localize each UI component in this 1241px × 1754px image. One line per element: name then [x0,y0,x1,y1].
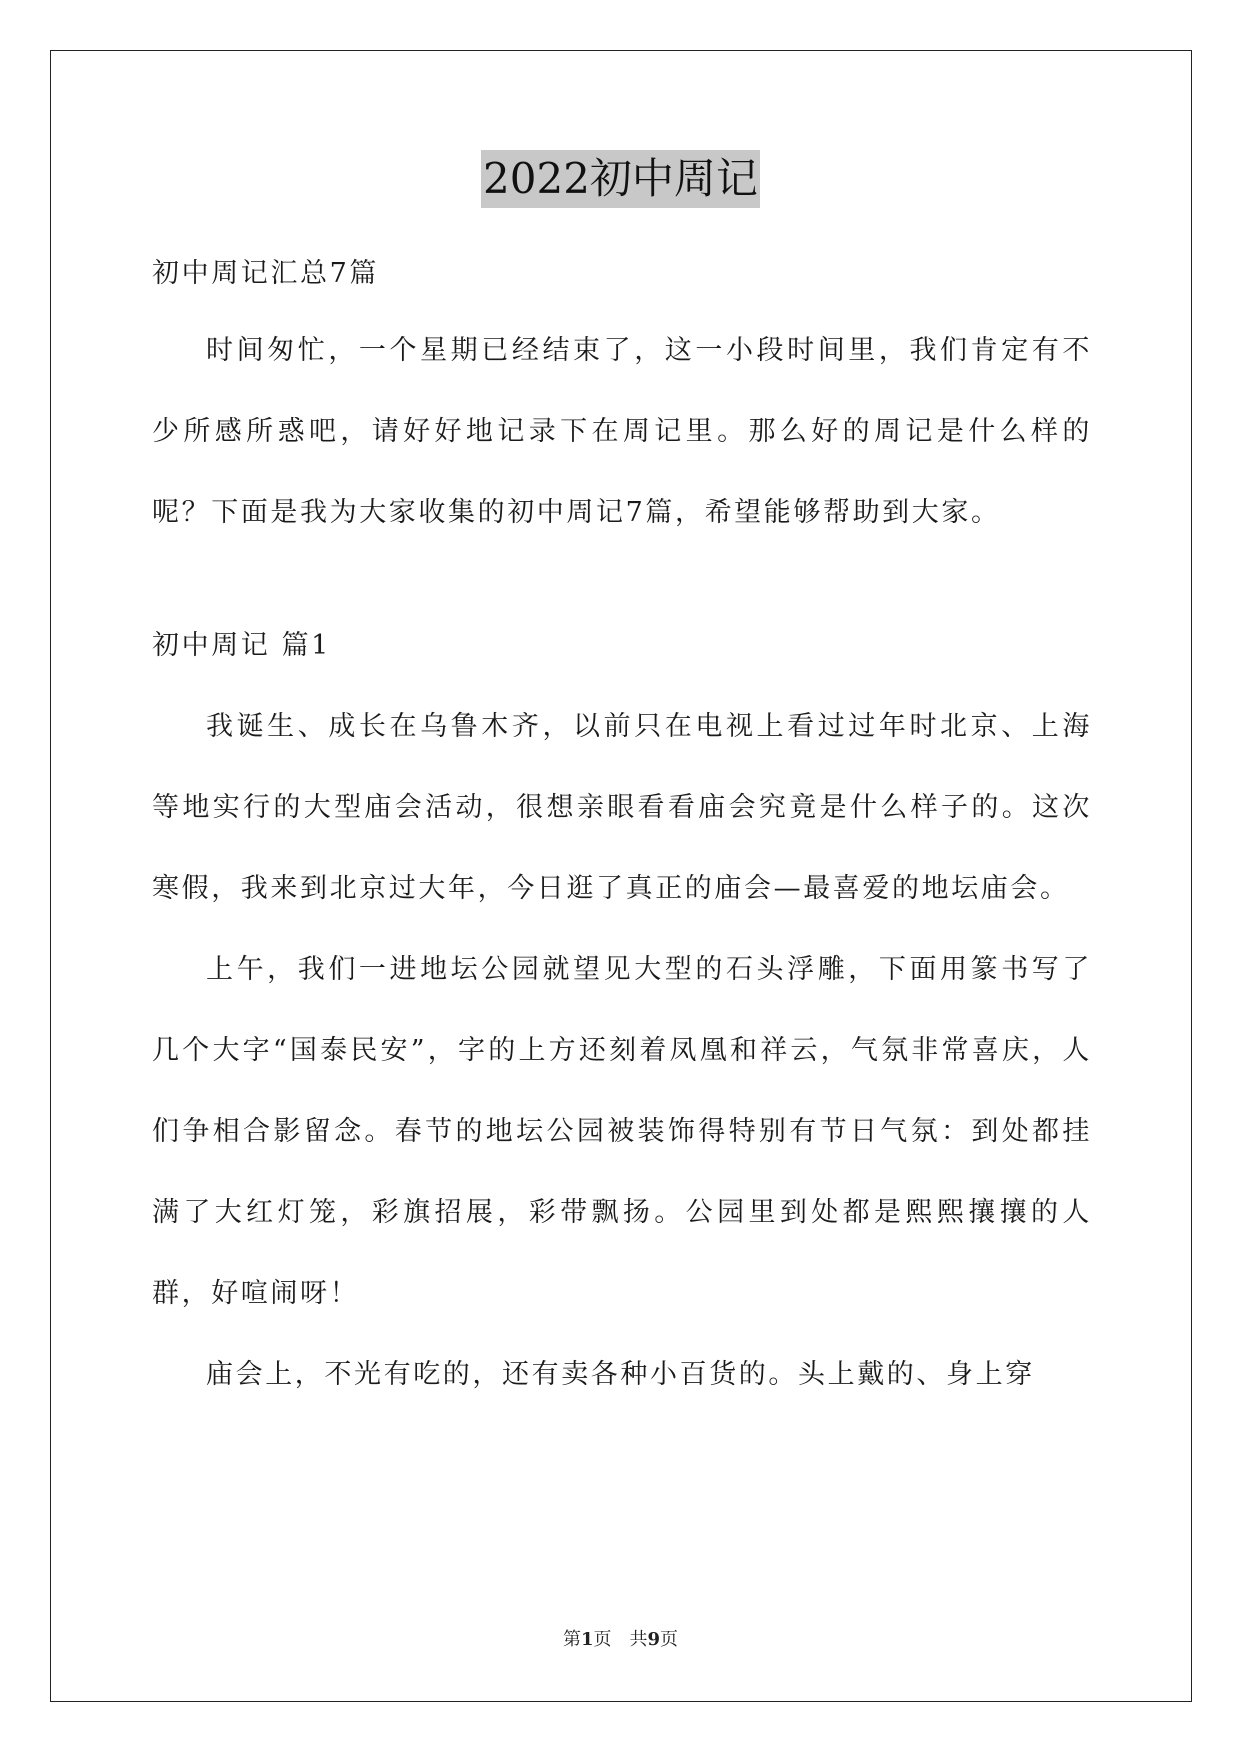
page-footer [0,1625,1241,1651]
paragraph-2: 上午，我们一进地坛公园就望见大型的石头浮雕，下面用篆书写了几个大字“国泰民安”，字的上方还刻着凤凰和祥云，气氛非常喜庆，人们争相合影留念。春节的地坛公园被装饰得特别有节日气氛：到处都挂满了大红灯笼，彩旗招展，彩带飘扬。公园里到处都是熙熙攘攘的人群，好喧闹呀！ [152,954,1092,1309]
footer-middle: 页 共 [593,1629,648,1650]
footer-page-number: 1 [580,1629,594,1650]
paragraph-1: 我诞生、成长在乌鲁木齐，以前只在电视上看过过年时北京、上海等地实行的大型庙会活动，很想亲眼看看庙会究竟是什么样子的。这次寒假，我来到北京过大年，今日逛了真正的庙会—最喜爱的地坛庙会。 [152,711,1092,904]
footer-total-pages: 9 [647,1629,661,1650]
paragraph-3: 庙会上，不光有吃的，还有卖各种小百货的。头上戴的、身上穿 [206,1359,1035,1390]
footer-suffix: 页 [660,1629,679,1650]
section-heading: 初中周记 篇1 [152,630,331,661]
section-spacer [152,553,1092,605]
intro-heading: 初中周记汇总7篇 [152,258,379,289]
footer-prefix: 第 [562,1629,581,1650]
intro-paragraph: 时间匆忙，一个星期已经结束了，这一小段时间里，我们肯定有不少所感所惑吧，请好好地记录下在周记里。那么好的周记是什么样的呢？下面是我为大家收集的初中周记7篇，希望能够帮助到大家。 [152,335,1092,528]
document-title-wrap [0,150,1241,208]
document-title: 2022初中周记 [481,150,760,208]
document-body [152,233,1092,1415]
